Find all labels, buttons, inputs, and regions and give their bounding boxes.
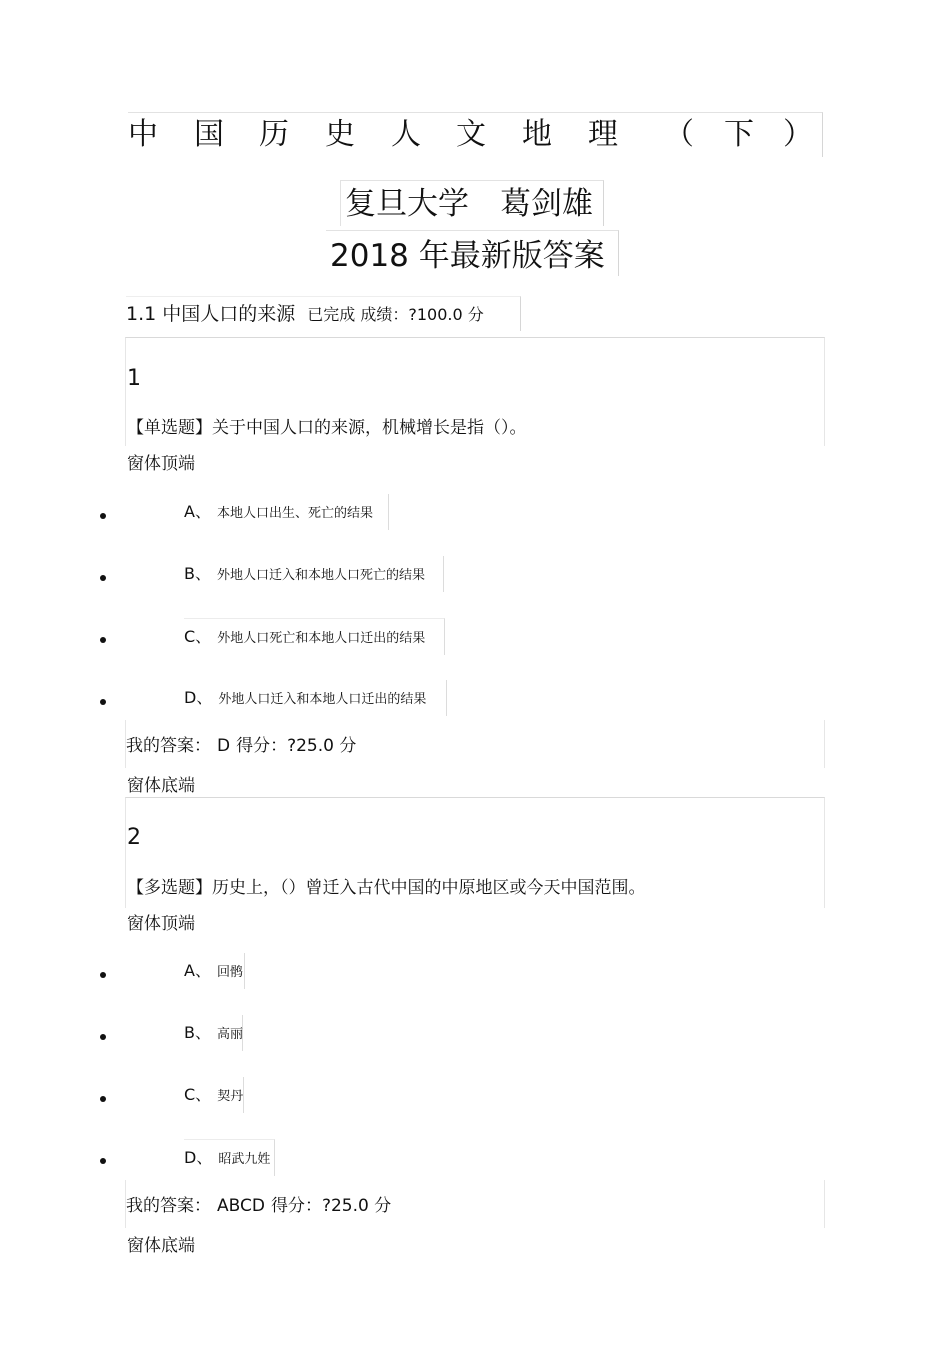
document-author: 复旦大学 葛剑雄: [340, 180, 604, 226]
option-letter: C、: [184, 1085, 212, 1104]
option-letter: B、: [184, 1023, 211, 1042]
question-number: 1: [127, 366, 141, 391]
bullet-icon: [100, 1034, 106, 1040]
title-char: 历: [259, 117, 289, 152]
option-d[interactable]: [184, 680, 447, 716]
question-text: 【多选题】历史上，（）曾迁入古代中国的中原地区或今天中国范围。: [127, 878, 646, 898]
document-title: [128, 112, 823, 157]
title-char: 人: [391, 117, 421, 152]
option-letter: B、: [184, 564, 211, 583]
bullet-icon: [100, 972, 106, 978]
option-text: 高丽: [216, 1027, 243, 1042]
bullet-icon: [100, 575, 106, 581]
section-title: 1.1 中国人口的来源: [126, 303, 296, 325]
answer-label: 我的答案：: [126, 1196, 211, 1216]
document-edition: 2018 年最新版答案: [326, 230, 619, 276]
answer-row: [125, 720, 825, 768]
bullet-icon: [100, 1096, 106, 1102]
option-text: 昭武九姓: [218, 1152, 271, 1167]
form-bottom-label: 窗体底端: [127, 1236, 195, 1256]
title-char: 国: [194, 117, 224, 152]
answer-value: ABCD: [217, 1196, 265, 1216]
answer-score: 得分：?25.0 分: [236, 736, 357, 756]
option-text: 外地人口迁入和本地人口迁出的结果: [218, 692, 427, 707]
title-char: 地: [522, 117, 552, 152]
question-text: 【单选题】关于中国人口的来源，机械增长是指（）。: [127, 418, 527, 438]
option-letter: A、: [184, 961, 211, 980]
title-char: 中: [128, 117, 158, 152]
option-d[interactable]: [184, 1139, 275, 1176]
option-text: 本地人口出生、死亡的结果: [216, 506, 373, 521]
section-status: 已完成 成绩：?100.0 分: [307, 305, 484, 324]
answer-score: 得分：?25.0 分: [270, 1196, 392, 1216]
option-a[interactable]: [184, 953, 245, 989]
option-letter: A、: [184, 502, 211, 521]
option-a[interactable]: [184, 494, 389, 530]
section-header: [126, 296, 521, 331]
title-char: （: [664, 117, 694, 152]
question-number: 2: [127, 825, 141, 850]
bullet-icon: [100, 1158, 106, 1164]
bullet-icon: [100, 637, 106, 643]
bullet-icon: [100, 699, 106, 705]
bullet-icon: [100, 513, 106, 519]
option-text: 外地人口死亡和本地人口迁出的结果: [217, 631, 426, 646]
option-text: 外地人口迁入和本地人口死亡的结果: [216, 568, 425, 583]
title-char: 理: [588, 117, 618, 152]
option-b[interactable]: [184, 556, 444, 592]
form-bottom-label: 窗体底端: [127, 776, 195, 796]
option-c[interactable]: [184, 1077, 244, 1113]
answer-label: 我的答案：: [126, 736, 211, 756]
title-char: 下: [724, 117, 754, 152]
option-letter: D、: [184, 1148, 213, 1167]
option-b[interactable]: [184, 1015, 243, 1051]
form-top-label: 窗体顶端: [127, 454, 195, 474]
option-letter: D、: [184, 688, 213, 707]
option-c[interactable]: [184, 618, 445, 655]
title-char: ）: [783, 117, 813, 152]
form-top-label: 窗体顶端: [127, 914, 195, 934]
answer-value: D: [217, 736, 231, 756]
title-char: 文: [456, 117, 486, 152]
title-char: 史: [325, 117, 355, 152]
answer-row: [125, 1180, 825, 1228]
option-text: 契丹: [217, 1089, 244, 1104]
option-letter: C、: [184, 627, 212, 646]
option-text: 回鹘: [216, 965, 243, 980]
